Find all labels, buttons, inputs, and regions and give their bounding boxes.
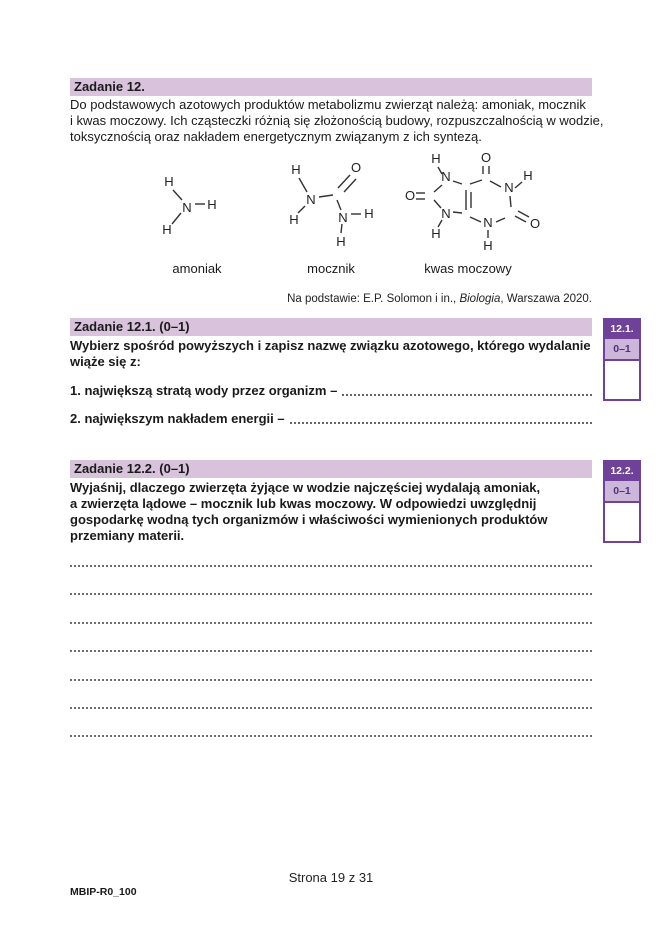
atom-label: N	[306, 192, 316, 207]
text-line: Do podstawowych azotowych produktów metabolizmu zwierząt należą: amoniak, mocznik	[70, 97, 586, 112]
text-line: toksycznością oraz nakładem energetycznym związanym z ich syntezą.	[70, 129, 482, 144]
molecule-label-kwas-moczowy: kwas moczowy	[424, 261, 512, 276]
task-12-2-title: Zadanie 12.2. (0–1)	[74, 461, 190, 476]
dotted-answer-leader	[290, 422, 592, 424]
atom-label: N	[441, 169, 451, 184]
score-box-empty-cell	[605, 361, 639, 399]
answer-line	[70, 593, 592, 595]
atom-label: N	[483, 215, 493, 230]
source-suffix: , Warszawa 2020.	[500, 293, 592, 305]
score-box-id: 12.2.	[605, 462, 639, 481]
atom-label: H	[207, 197, 217, 212]
atom-label: O	[529, 216, 541, 231]
source-note	[70, 293, 592, 305]
source-title: Biologia	[459, 293, 501, 305]
atom-label: H	[523, 168, 533, 183]
score-box-points: 0–1	[605, 481, 639, 503]
exam-code: MBIP-R0_100	[70, 886, 137, 898]
atom-label: H	[483, 238, 493, 253]
atom-label: N	[182, 200, 192, 215]
atom-label: O	[480, 150, 492, 165]
task-12-1-title: Zadanie 12.1. (0–1)	[74, 319, 190, 334]
molecule-mocznik	[284, 162, 379, 254]
atom-label: O	[404, 188, 416, 203]
atom-label: H	[164, 174, 174, 189]
task-12-2-header-bar	[70, 460, 592, 478]
source-prefix: Na podstawie: E.P. Solomon i in.,	[287, 293, 460, 305]
atom-label: O	[350, 162, 362, 175]
score-box-id: 12.1.	[605, 320, 639, 339]
text-line: i kwas moczowy. Ich cząsteczki różnią się złożonością budowy, rozpuszczalnością w wodzie,	[70, 113, 604, 128]
task-12-1-item-2	[70, 411, 592, 427]
atom-label: N	[441, 206, 451, 221]
task-12-1-item-1	[70, 383, 592, 399]
item-text: 1. największą stratą wody przez organizm –	[70, 383, 338, 398]
atom-label: H	[431, 226, 441, 241]
text-line: przemiany materii.	[70, 528, 185, 543]
task-12-header-bar	[70, 78, 592, 96]
score-box-points: 0–1	[605, 339, 639, 361]
atom-label: N	[504, 180, 514, 195]
answer-line	[70, 565, 592, 567]
atom-label: N	[338, 210, 348, 225]
atom-label: H	[291, 162, 301, 177]
atom-label: H	[289, 212, 299, 227]
task-12-2-question	[70, 480, 592, 544]
score-box-12-1	[603, 318, 641, 401]
answer-line	[70, 707, 592, 709]
molecule-amoniak	[155, 168, 225, 238]
text-line: a zwierzęta lądowe – mocznik lub kwas moczowy. W odpowiedzi uwzględnij	[70, 496, 537, 511]
score-box-empty-cell	[605, 503, 639, 541]
answer-lines	[70, 565, 592, 745]
molecule-label-amoniak: amoniak	[172, 261, 222, 276]
molecule-label-mocznik: mocznik	[307, 261, 355, 276]
answer-line	[70, 735, 592, 737]
task-12-1-header-bar	[70, 318, 592, 336]
text-line: Wybierz spośród powyższych i zapisz nazwę związku azotowego, którego wydalanie	[70, 338, 591, 353]
score-box-12-2	[603, 460, 641, 543]
answer-line	[70, 650, 592, 652]
text-line: wiąże się z:	[70, 354, 141, 369]
atom-label: H	[431, 151, 441, 166]
answer-line	[70, 622, 592, 624]
text-line: gospodarkę wodną tych organizmów i właściwości wymienionych produktów	[70, 512, 548, 527]
answer-line	[70, 679, 592, 681]
chemical-structures-figure	[70, 150, 592, 280]
task-12-1-question	[70, 338, 592, 370]
text-line: Wyjaśnij, dlaczego zwierzęta żyjące w wodzie najczęściej wydalają amoniak,	[70, 480, 541, 495]
page-number: Strona 19 z 31	[288, 870, 374, 885]
molecule-kwas-moczowy	[402, 150, 552, 254]
task-12-title: Zadanie 12.	[74, 79, 145, 94]
task-12-intro	[70, 97, 604, 145]
dotted-answer-leader	[342, 394, 592, 396]
atom-label: H	[336, 234, 346, 249]
atom-label: H	[162, 222, 172, 237]
item-text: 2. największym nakładem energii –	[70, 411, 285, 426]
atom-label: H	[364, 206, 374, 221]
